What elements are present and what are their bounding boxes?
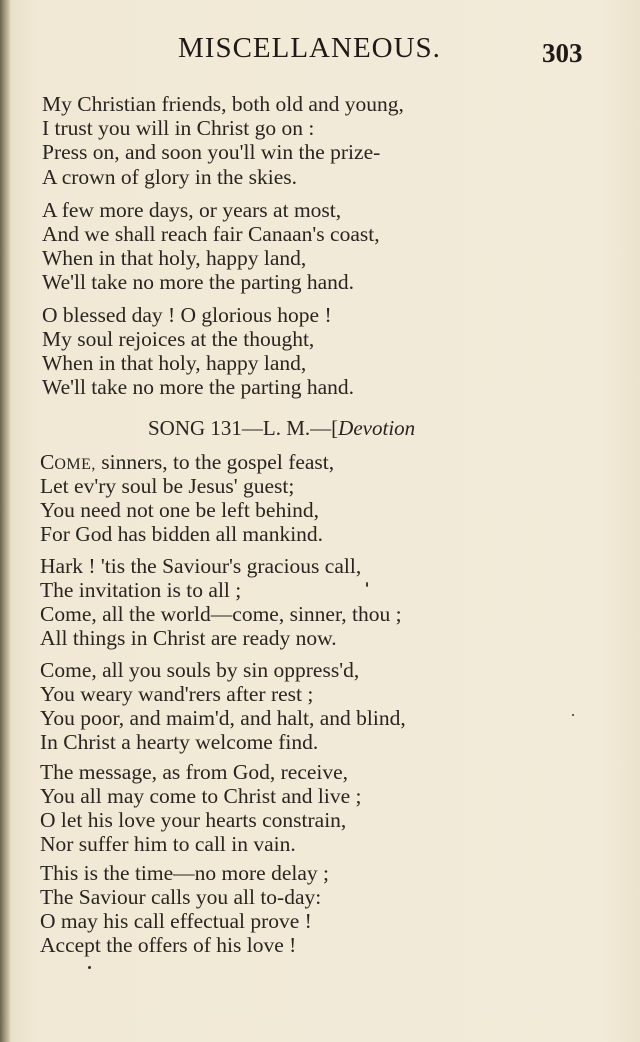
verse-line: I trust you will in Christ go on : xyxy=(42,116,315,140)
verse-line: When in that holy, happy land, xyxy=(42,351,307,375)
running-header-title: MISCELLANEOUS. xyxy=(178,32,441,64)
verse-line: O blessed day ! O glorious hope ! xyxy=(42,303,332,327)
verse-line: In Christ a hearty welcome find. xyxy=(40,730,319,754)
verse-line: Come, all you souls by sin oppress'd, xyxy=(40,658,360,682)
verse-line: You poor, and maim'd, and halt, and blind, xyxy=(40,706,406,730)
page-number: 303 xyxy=(542,38,583,68)
verse-line: My soul rejoices at the thought, xyxy=(42,327,315,351)
verse-line: Accept the offers of his love ! xyxy=(40,933,297,957)
verse-line: Hark ! 'tis the Saviour's gracious call, xyxy=(40,554,362,578)
ink-speck xyxy=(88,966,91,969)
verse-line: And we shall reach fair Canaan's coast, xyxy=(42,222,380,246)
song-heading-number: SONG 131—L. M.—[ xyxy=(148,416,339,440)
verse-line: O let his love your hearts constrain, xyxy=(40,808,347,832)
verse-line: When in that holy, happy land, xyxy=(42,246,307,270)
verse-line: You weary wand'rers after rest ; xyxy=(40,682,314,706)
drop-initial: C xyxy=(40,450,55,474)
song-heading-topic: Devotion xyxy=(338,416,416,440)
verse-line: Press on, and soon you'll win the prize- xyxy=(42,140,381,164)
verse-line: This is the time—no more delay ; xyxy=(40,861,330,885)
verse-line: The invitation is to all ; xyxy=(40,578,242,602)
first-line-text: sinners, to the gospel feast, xyxy=(95,450,335,474)
verse-line: O may his call effectual prove ! xyxy=(40,909,312,933)
ink-speck xyxy=(366,582,368,587)
page-binding-edge xyxy=(0,0,10,1042)
verse-line: The message, as from God, receive, xyxy=(40,760,349,784)
verse-line-first xyxy=(40,450,334,477)
verse-line: For God has bidden all mankind. xyxy=(40,522,324,546)
verse-line: A crown of glory in the skies. xyxy=(42,165,297,189)
verse-line: We'll take no more the parting hand. xyxy=(42,270,355,294)
verse-line: My Christian friends, both old and young, xyxy=(42,92,404,116)
verse-line: All things in Christ are ready now. xyxy=(40,626,337,650)
verse-line: Nor suffer him to call in vain. xyxy=(40,832,296,856)
song-heading xyxy=(148,416,415,441)
verse-line: Come, all the world—come, sinner, thou ; xyxy=(40,602,402,626)
verse-line: Let ev'ry soul be Jesus' guest; xyxy=(40,474,295,498)
verse-line: We'll take no more the parting hand. xyxy=(42,375,355,399)
ink-speck xyxy=(572,714,574,716)
verse-line: The Saviour calls you all to-day: xyxy=(40,885,322,909)
verse-line: You need not one be left behind, xyxy=(40,498,320,522)
verse-line: You all may come to Christ and live ; xyxy=(40,784,362,808)
small-caps-word: OME, xyxy=(54,456,96,473)
verse-line: A few more days, or years at most, xyxy=(42,198,342,222)
